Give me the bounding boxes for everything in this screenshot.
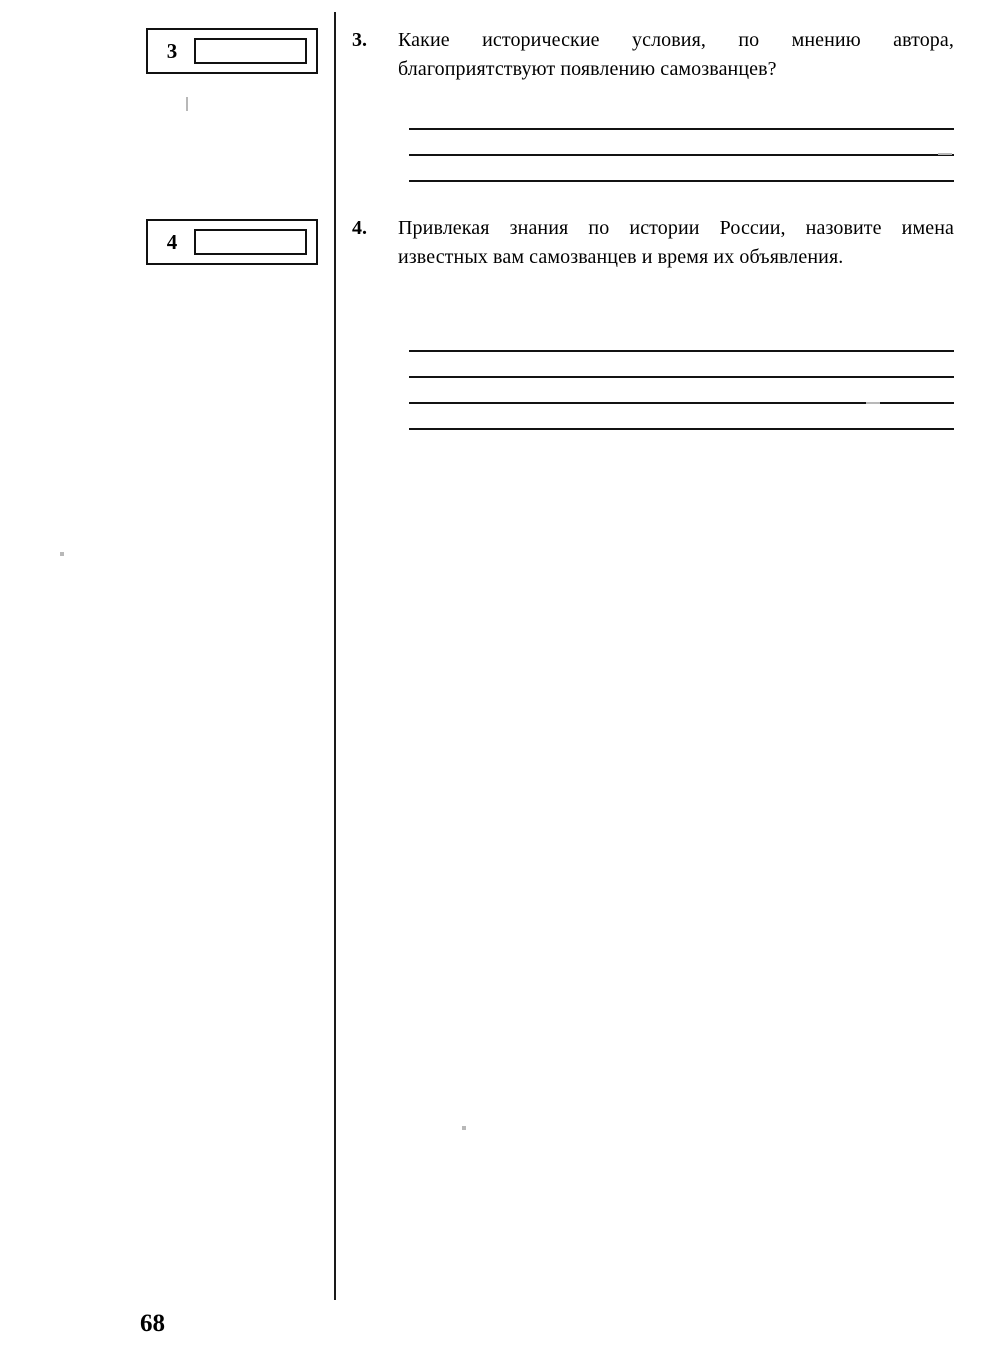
scan-speck xyxy=(186,97,188,111)
score-box-3-input[interactable] xyxy=(194,38,307,64)
question-4 xyxy=(352,214,954,272)
question-4-text: Привлекая знания по истории России, назовите имена известных вам самозванцев и время их объявления. xyxy=(398,217,954,268)
scan-speck xyxy=(866,402,880,404)
answer-line[interactable] xyxy=(409,326,954,352)
scan-speck xyxy=(938,153,952,155)
question-4-heading xyxy=(352,214,954,272)
scan-speck xyxy=(462,1126,466,1130)
answer-line[interactable] xyxy=(409,156,954,182)
page-number: 68 xyxy=(140,1310,165,1337)
answer-line[interactable] xyxy=(409,404,954,430)
answer-line[interactable] xyxy=(409,352,954,378)
score-box-3 xyxy=(146,28,318,74)
question-4-number: 4. xyxy=(352,217,367,239)
question-3-text: Какие исторические условия, по мнению автора, благоприятствуют появлению самозванцев? xyxy=(398,29,954,80)
answer-line[interactable] xyxy=(409,104,954,130)
score-box-4 xyxy=(146,219,318,265)
question-3 xyxy=(352,26,954,84)
scan-speck xyxy=(60,552,64,556)
score-box-4-number: 4 xyxy=(166,229,178,254)
answer-line[interactable] xyxy=(409,130,954,156)
question-3-heading xyxy=(352,26,954,84)
score-box-4-input[interactable] xyxy=(194,229,307,255)
answer-line[interactable] xyxy=(409,378,954,404)
answer-lines-question-4[interactable] xyxy=(409,326,954,430)
margin-divider-rule xyxy=(334,12,336,1300)
question-3-number: 3. xyxy=(352,29,367,51)
score-box-3-number: 3 xyxy=(166,38,178,63)
answer-lines-question-3[interactable] xyxy=(409,104,954,182)
